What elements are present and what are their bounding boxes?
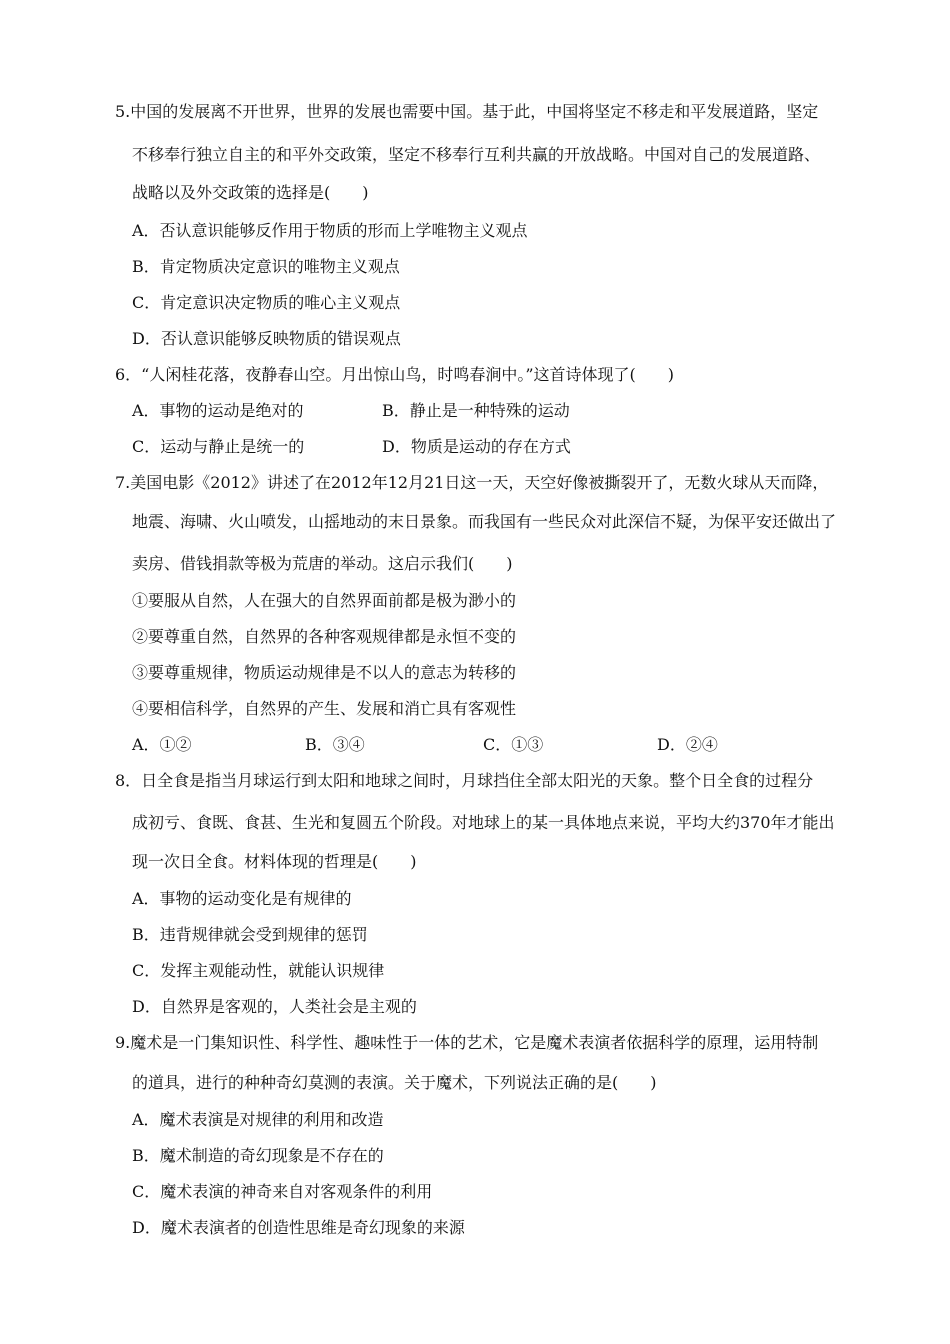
q7-option-b: B．③④ xyxy=(305,735,365,754)
q7-stem-line-1: 7.美国电影《2012》讲述了在2012年12月21日这一天，天空好像被撕裂开了，无数火球从天而降， xyxy=(115,473,829,492)
q5-stem-line-1: 5.中国的发展离不开世界，世界的发展也需要中国。基于此，中国将坚定不移走和平发展道路，坚定 xyxy=(115,102,819,121)
q8-option-c: C．发挥主观能动性，就能认识规律 xyxy=(132,961,385,980)
q7-statement-4: ④要相信科学，自然界的产生、发展和消亡具有客观性 xyxy=(132,699,517,718)
q5-option-c: C．肯定意识决定物质的唯心主义观点 xyxy=(132,293,401,312)
q5-stem-line-2: 不移奉行独立自主的和平外交政策，坚定不移奉行互利共赢的开放战略。中国对自己的发展道路、 xyxy=(132,145,821,164)
q7-statement-3: ③要尊重规律，物质运动规律是不以人的意志为转移的 xyxy=(132,663,517,682)
q9-stem-line-1: 9.魔术是一门集知识性、科学性、趣味性于一体的艺术，它是魔术表演者依据科学的原理，运用特制 xyxy=(115,1033,819,1052)
q6-option-c: C．运动与静止是统一的 xyxy=(132,437,305,456)
q7-option-c: C．①③ xyxy=(483,735,544,754)
q9-option-c: C．魔术表演的神奇来自对客观条件的利用 xyxy=(132,1182,433,1201)
q6-option-a: A．事物的运动是绝对的 xyxy=(132,401,304,420)
q8-option-a: A．事物的运动变化是有规律的 xyxy=(132,889,352,908)
q8-stem-line-3: 现一次日全食。材料体现的哲理是( ) xyxy=(132,852,417,871)
q9-option-a: A．魔术表演是对规律的利用和改造 xyxy=(132,1110,384,1129)
q9-stem-line-2: 的道具，进行的种种奇幻莫测的表演。关于魔术，下列说法正确的是( ) xyxy=(132,1073,657,1092)
q7-stem-line-2: 地震、海啸、火山喷发，山摇地动的末日景象。而我国有一些民众对此深信不疑，为保平安还做出了 xyxy=(132,512,837,531)
q5-option-d: D．否认意识能够反映物质的错误观点 xyxy=(132,329,401,348)
q8-option-b: B．违背规律就会受到规律的惩罚 xyxy=(132,925,368,944)
q6-stem-line-1: 6．“人闲桂花落，夜静春山空。月出惊山鸟，时鸣春涧中。”这首诗体现了( ) xyxy=(115,365,675,384)
q7-option-d: D．②④ xyxy=(657,735,718,754)
q6-option-d: D．物质是运动的存在方式 xyxy=(382,437,571,456)
q9-option-b: B．魔术制造的奇幻现象是不存在的 xyxy=(132,1146,384,1165)
q5-stem-line-3: 战略以及外交政策的选择是( ) xyxy=(132,183,369,202)
q8-stem-line-1: 8．日全食是指当月球运行到太阳和地球之间时，月球挡住全部太阳光的天象。整个日全食的过程分 xyxy=(115,771,814,790)
q9-option-d: D．魔术表演者的创造性思维是奇幻现象的来源 xyxy=(132,1218,465,1237)
q5-option-b: B．肯定物质决定意识的唯物主义观点 xyxy=(132,257,400,276)
q6-option-b: B．静止是一种特殊的运动 xyxy=(382,401,570,420)
q7-statement-2: ②要尊重自然，自然界的各种客观规律都是永恒不变的 xyxy=(132,627,517,646)
q8-stem-line-2: 成初亏、食既、食甚、生光和复圆五个阶段。对地球上的某一具体地点来说，平均大约370年才能出 xyxy=(132,813,835,832)
q7-stem-line-3: 卖房、借钱捐款等极为荒唐的举动。这启示我们( ) xyxy=(132,554,513,573)
q7-option-a: A．①② xyxy=(132,735,192,754)
q5-option-a: A．否认意识能够反作用于物质的形而上学唯物主义观点 xyxy=(132,221,528,240)
q8-option-d: D．自然界是客观的，人类社会是主观的 xyxy=(132,997,417,1016)
q7-statement-1: ①要服从自然，人在强大的自然界面前都是极为渺小的 xyxy=(132,591,517,610)
